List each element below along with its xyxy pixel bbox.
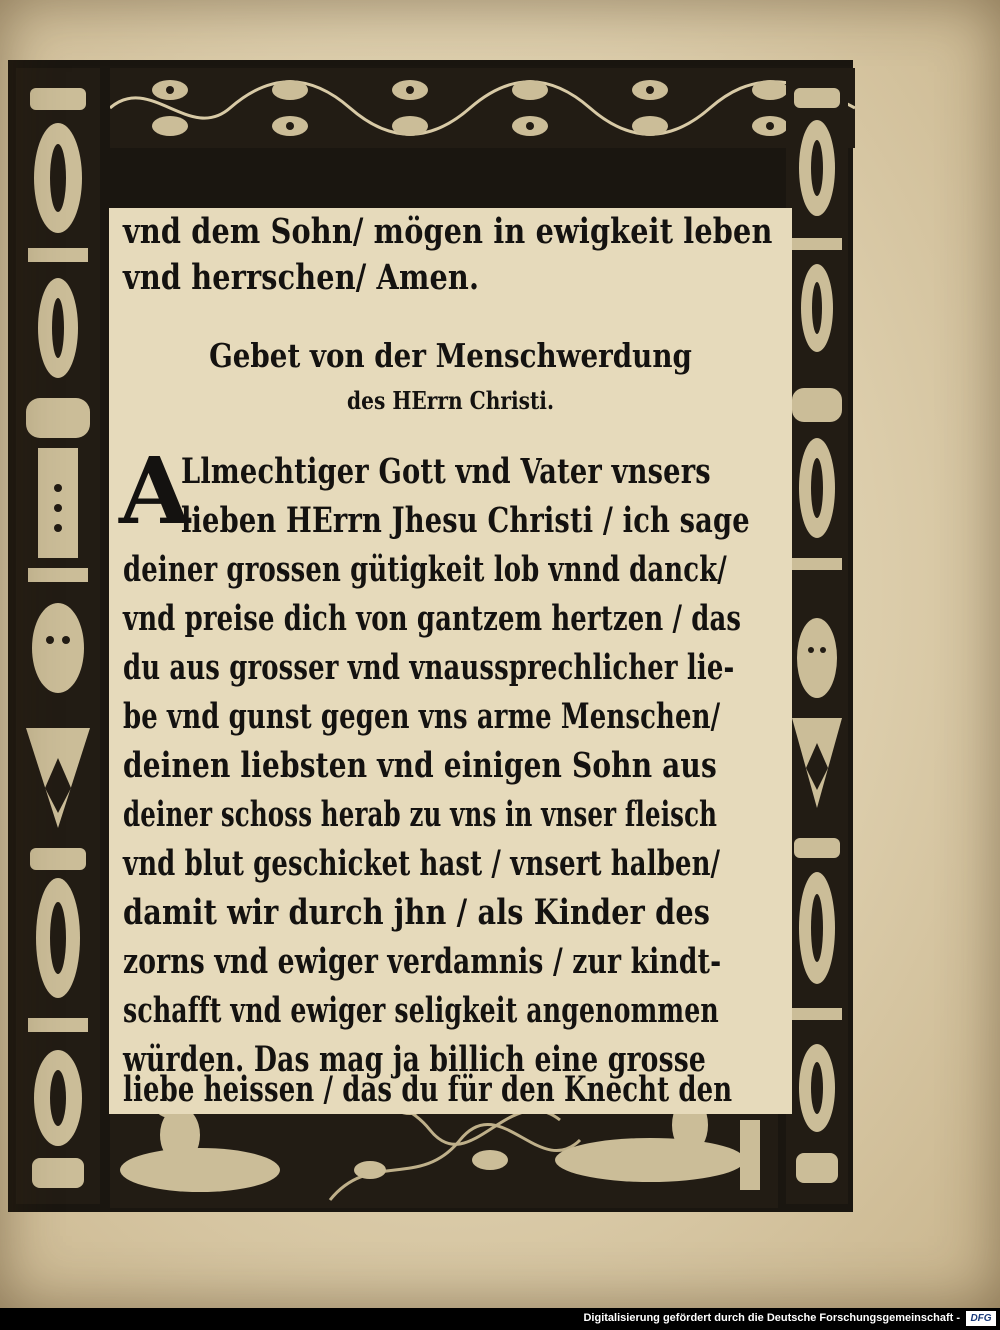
text-line: lieben HErrn Jhesu Christi / ich sage: [181, 500, 750, 541]
text-line: vnd herrschen/ Amen.: [123, 257, 480, 298]
text-line: liebe heissen / das du für den Knecht den: [123, 1069, 733, 1110]
text-line: würden. Das mag ja billich eine grosse: [123, 1039, 706, 1080]
left-column-ornament: [16, 68, 100, 1204]
text-line: schafft vnd ewiger seligkeit angenommen: [123, 990, 719, 1031]
text-line: du aus grosser vnd vnaussprechlicher lie-: [123, 647, 735, 688]
prayer-subheading: des HErrn Christi.: [347, 386, 554, 415]
text-line: be vnd gunst gegen vns arme Menschen/: [123, 696, 721, 737]
text-line: damit wir durch jhn / als Kinder des: [123, 892, 711, 933]
dfg-logo: DFG: [966, 1311, 996, 1326]
text-line: deinen liebsten vnd einigen Sohn aus: [123, 745, 717, 786]
text-line: deiner schoss herab zu vns in vnser fleisch: [123, 794, 718, 835]
text-panel: [109, 208, 792, 1114]
text-line: vnd preise dich von gantzem hertzen / das: [123, 598, 742, 639]
text-line: vnd blut geschicket hast / vnsert halben/: [123, 843, 721, 884]
funding-note: Digitalisierung gefördert durch die Deutsche Forschungsgemeinschaft -: [583, 1312, 960, 1324]
prayer-heading: Gebet von der Menschwerdung: [209, 336, 692, 375]
text-line: zorns vnd ewiger verdamnis / zur kindt-: [123, 941, 722, 982]
digitization-footer: [0, 1308, 1000, 1330]
text-line: Llmechtiger Gott vnd Vater vnsers: [181, 451, 711, 492]
top-ornament-band: [110, 68, 855, 148]
text-line: deiner grossen gütigkeit lob vnnd danck/: [123, 549, 727, 590]
woodcut-border: [8, 60, 853, 1212]
right-column-ornament: [786, 68, 848, 1204]
text-line: vnd dem Sohn/ mögen in ewigkeit leben: [123, 211, 773, 252]
drop-capital: A: [119, 437, 191, 545]
